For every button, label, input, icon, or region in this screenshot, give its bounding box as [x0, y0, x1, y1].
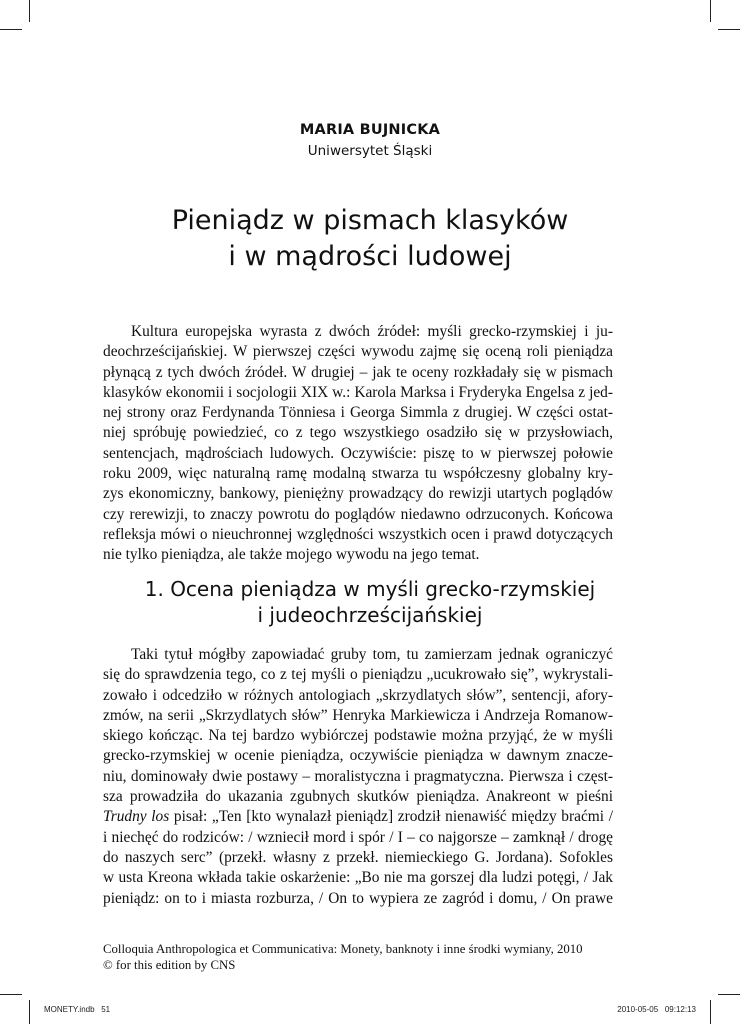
crop-mark-bottom-left-v	[29, 1000, 30, 1024]
print-datetime: 2010-05-05 09:12:13	[617, 1005, 696, 1014]
abstract-line: refleksja mówi o nieuchronnej względności wszystkich ocen i prawd dotyczących	[103, 525, 613, 543]
author-name: MARIA BUJNICKA	[299, 122, 441, 138]
crop-mark-bottom-right-h	[718, 994, 740, 995]
body-line: pieniądz: on to i miasta rozburza, / On to wypiera ze zagród i domu, / On prawe	[103, 889, 613, 907]
body-line	[103, 807, 613, 827]
body-line: skiego kończąc. Na tej bardzo wybiórczej podstawie można przyjąć, że w myśli	[103, 727, 613, 745]
body-line-text: pisał: „Ten [kto wynalazł pieniądz] zrodził nienawiść między braćmi /	[173, 808, 613, 826]
print-file-info: MONETY.indb 51	[44, 1005, 111, 1014]
crop-mark-top-right-h	[718, 29, 740, 30]
abstract-line: czy rerewizji, to znaczy powrotu do poglądów niedawno odrzuconych. Końcowa	[103, 505, 613, 523]
body-line: i niechęć do rodziców: / wzniecił mord i spór / I – co najgorsze – zamknął / drogę	[103, 828, 613, 846]
abstract-line: niej spróbuję powiedzieć, co z tego wszystkiego osadziło się w przysłowiach,	[103, 424, 613, 442]
body-line: zmów, na serii „Skrzydlatych słów” Henryka Markiewicza i Andrzeja Romanow-	[103, 706, 613, 724]
journal-footer	[103, 942, 583, 973]
body-line: w usta Kreona wkłada takie oskarżenie: „Bo nie ma gorszej dla ludzi potęgi, / Jak	[103, 869, 613, 887]
abstract-line: roku 2009, więc naturalną ramę modalną stwarza tu współczesny globalny kry-	[103, 465, 613, 483]
abstract-line: deochrześcijańskiej. W pierwszej części wywodu zajmę się oceną roli pieniądza	[103, 343, 613, 361]
section-heading-line-1: 1. Ocena pieniądza w myśli grecko-rzymskiej	[144, 577, 596, 601]
abstract-line: zys ekonomiczny, bankowy, pieniężny prowadzący do rewizji utartych poglądów	[103, 485, 613, 503]
footer-journal-line: Colloquia Anthropologica et Communicativa: Monety, banknoty i inne środki wymiany, 2010	[103, 942, 583, 956]
abstract-line: nej strony oraz Ferdynanda Tönniesa i Georga Simmla z drugiej. W części ostat-	[103, 404, 613, 422]
crop-mark-top-right-v	[710, 0, 711, 22]
crop-mark-bottom-left-h	[0, 994, 22, 995]
body-line: Taki tytuł mógłby zapowiadać gruby tom, tu zamierzam jednak ograniczyć	[131, 646, 613, 663]
body-line: niu, dominowały dwie postawy – moralistyczna i pragmatyczna. Pierwsza i częst-	[103, 767, 613, 785]
title-line-2: i w mądrości ludowej	[228, 241, 512, 272]
author-affiliation: Uniwersytet Śląski	[307, 143, 433, 159]
title-line-1: Pieniądz w pismach klasyków	[171, 205, 569, 236]
work-title-italic: Trudny los	[103, 808, 170, 826]
body-line: zowało i odcedziło w różnych antologiach „skrzydlatych słów”, sentencji, afory-	[103, 686, 613, 704]
body-line: się do sprawdzenia tego, co z tej myśli o pieniądzu „ucukrowało się”, wykrystali-	[103, 666, 613, 684]
section-heading	[0, 576, 740, 628]
body-line: sza prowadziła do ukazania zgubnych skutków pieniądza. Anakreont w pieśni	[103, 788, 613, 806]
footer-copyright-line: © for this edition by CNS	[103, 957, 236, 972]
crop-mark-top-left-h	[0, 29, 22, 30]
abstract-line: sentencjach, mądrościach ludowych. Oczywiście: piszę to w pierwszej połowie	[103, 444, 613, 462]
section-heading-line-2: i judeochrześcijańskiej	[257, 603, 483, 627]
crop-mark-top-left-v	[29, 0, 30, 22]
abstract-line: klasyków ekonomii i socjologii XIX w.: Karola Marksa i Fryderyka Engelsa z jed-	[103, 383, 613, 401]
abstract-line: nie tylko pieniądza, ale także mojego wywodu na jego temat.	[103, 546, 480, 564]
article-title	[0, 203, 740, 275]
abstract-paragraph	[103, 322, 613, 566]
abstract-line: Kultura europejska wyrasta z dwóch źródeł: myśli grecko-rzymskiej i ju-	[131, 323, 613, 340]
body-line: grecko-rzymskiej w ocenie pieniądza, oczywiście pieniądza w dawnym znacze-	[103, 747, 613, 765]
abstract-line: płynącą z tych dwóch źródeł. W drugiej – jak te oceny rozkładały się w pismach	[103, 363, 613, 381]
body-line: do naszych serc” (przekł. własny z przekł. niemieckiego G. Jordana). Sofokles	[103, 848, 613, 866]
crop-mark-bottom-right-v	[710, 1000, 711, 1024]
body-paragraph	[103, 645, 613, 909]
